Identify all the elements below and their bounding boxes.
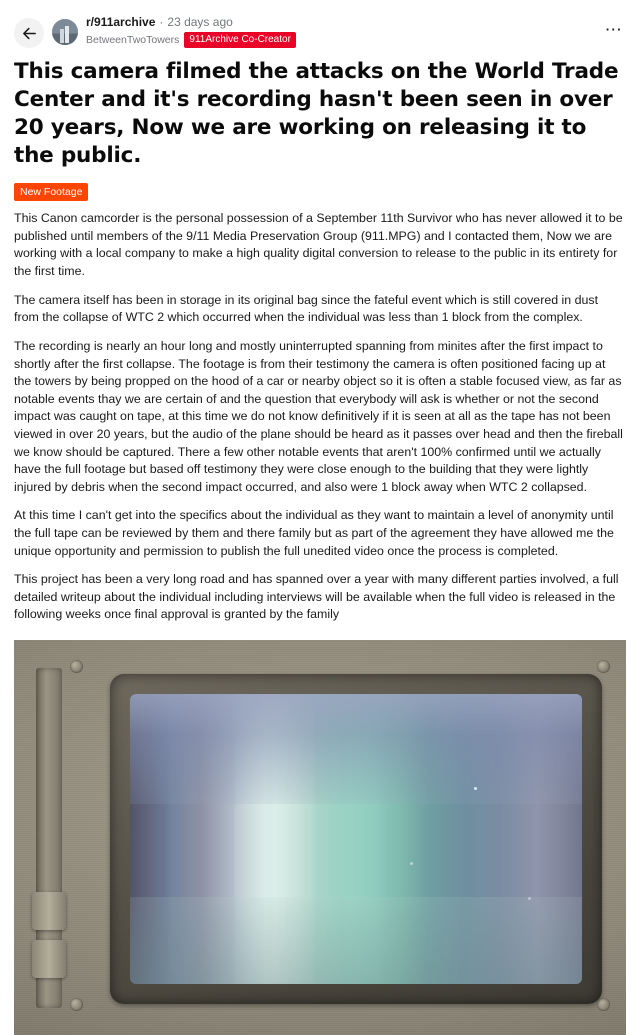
body-paragraph: This Canon camcorder is the personal possession of a September 11th Survivor who has never allowed it to be published until members of the 9/11 Media Preservation Group (911.MPG) and I contacted them, Now we are working with a local company to make a high quality digital conversion to release to the public in its entirety for the first time. [14, 211, 623, 279]
lcd-speck [474, 787, 477, 790]
status-badge: New Footage [14, 183, 88, 202]
overflow-menu-icon: ⋯ [604, 20, 624, 39]
lcd-screen [130, 694, 582, 984]
post-image[interactable] [14, 640, 626, 1035]
camcorder-hinge-block [32, 892, 66, 930]
camcorder-screw [597, 660, 610, 673]
body-paragraph: At this time I can't get into the specifics about the individual as they want to maintain a level of anonymity until the full tape can be reviewed by them and there family but as part of the agreement they have allowed me the unique opportunity and permission to publish the full unedited video once the process is completed. [14, 508, 614, 558]
body-paragraph: The recording is nearly an hour long and mostly uninterrupted spanning from minites after the first impact to shortly after the first collapse. The footage is from their testimony the camera is often positioned facing up at the towers by being propped on the hood of a car or nearby object so it is often a stable focused view, as far as notable events thay we are certain of and the question that everybody will ask is whether or not the second impact was caught on tape, at this time we do not know definitively if it is seen at all as the tape has not been viewed in over 20 years, but the audio of the plane should be heard as it passes over head and then the fireball we know should be captured. There a few other notable events that aren't 100% confirmed until we actually have the full footage but based off testimony they were close enough to the building that they were lightly injured by debris when the second impact occurred, and also were 1 block away when WTC 2 collapsed. [14, 338, 623, 494]
camcorder-screw [70, 998, 83, 1011]
back-arrow-icon [21, 25, 38, 42]
avatar-tower-icon [65, 26, 69, 43]
overflow-menu-button[interactable] [602, 18, 626, 42]
author-flair-badge: 911Archive Co-Creator [184, 32, 296, 48]
page-title: This camera filmed the attacks on the World Trade Center and it's recording hasn't been seen in over 20 years, Now we are working on releasing it to the public. [14, 59, 619, 168]
post-meta-secondary [86, 32, 594, 48]
subreddit-link[interactable]: r/911archive [86, 15, 156, 29]
camcorder-screw [70, 660, 83, 673]
lcd-bezel [110, 674, 602, 1004]
avatar-tower-icon [60, 29, 64, 43]
post-meta-primary [86, 16, 594, 30]
post-tag-row [14, 182, 626, 202]
back-button[interactable] [14, 18, 44, 48]
body-paragraph: This project has been a very long road and has spanned over a year with many different parties involved, a full detailed writeup about the individual including interviews will be available when the full video is released in the following weeks once final approval is granted by the family [14, 572, 619, 622]
post-body [14, 210, 626, 624]
body-paragraph: The camera itself has been in storage in its original bag since the fateful event which is still covered in dust from the collapse of WTC 2 which occurred when the individual was less than 1 block from the complex. [14, 292, 599, 325]
lcd-glare [130, 694, 582, 735]
post-meta [86, 16, 594, 48]
meta-separator: · [159, 15, 164, 29]
camcorder-screw [597, 998, 610, 1011]
lcd-speck [528, 897, 531, 900]
author-link[interactable]: BetweenTwoTowers [86, 33, 180, 46]
lcd-lower-gradient [130, 897, 582, 984]
post-timestamp: 23 days ago [167, 15, 233, 29]
post-header [14, 10, 626, 48]
avatar[interactable] [52, 19, 78, 45]
camcorder-hinge-block [32, 940, 66, 978]
